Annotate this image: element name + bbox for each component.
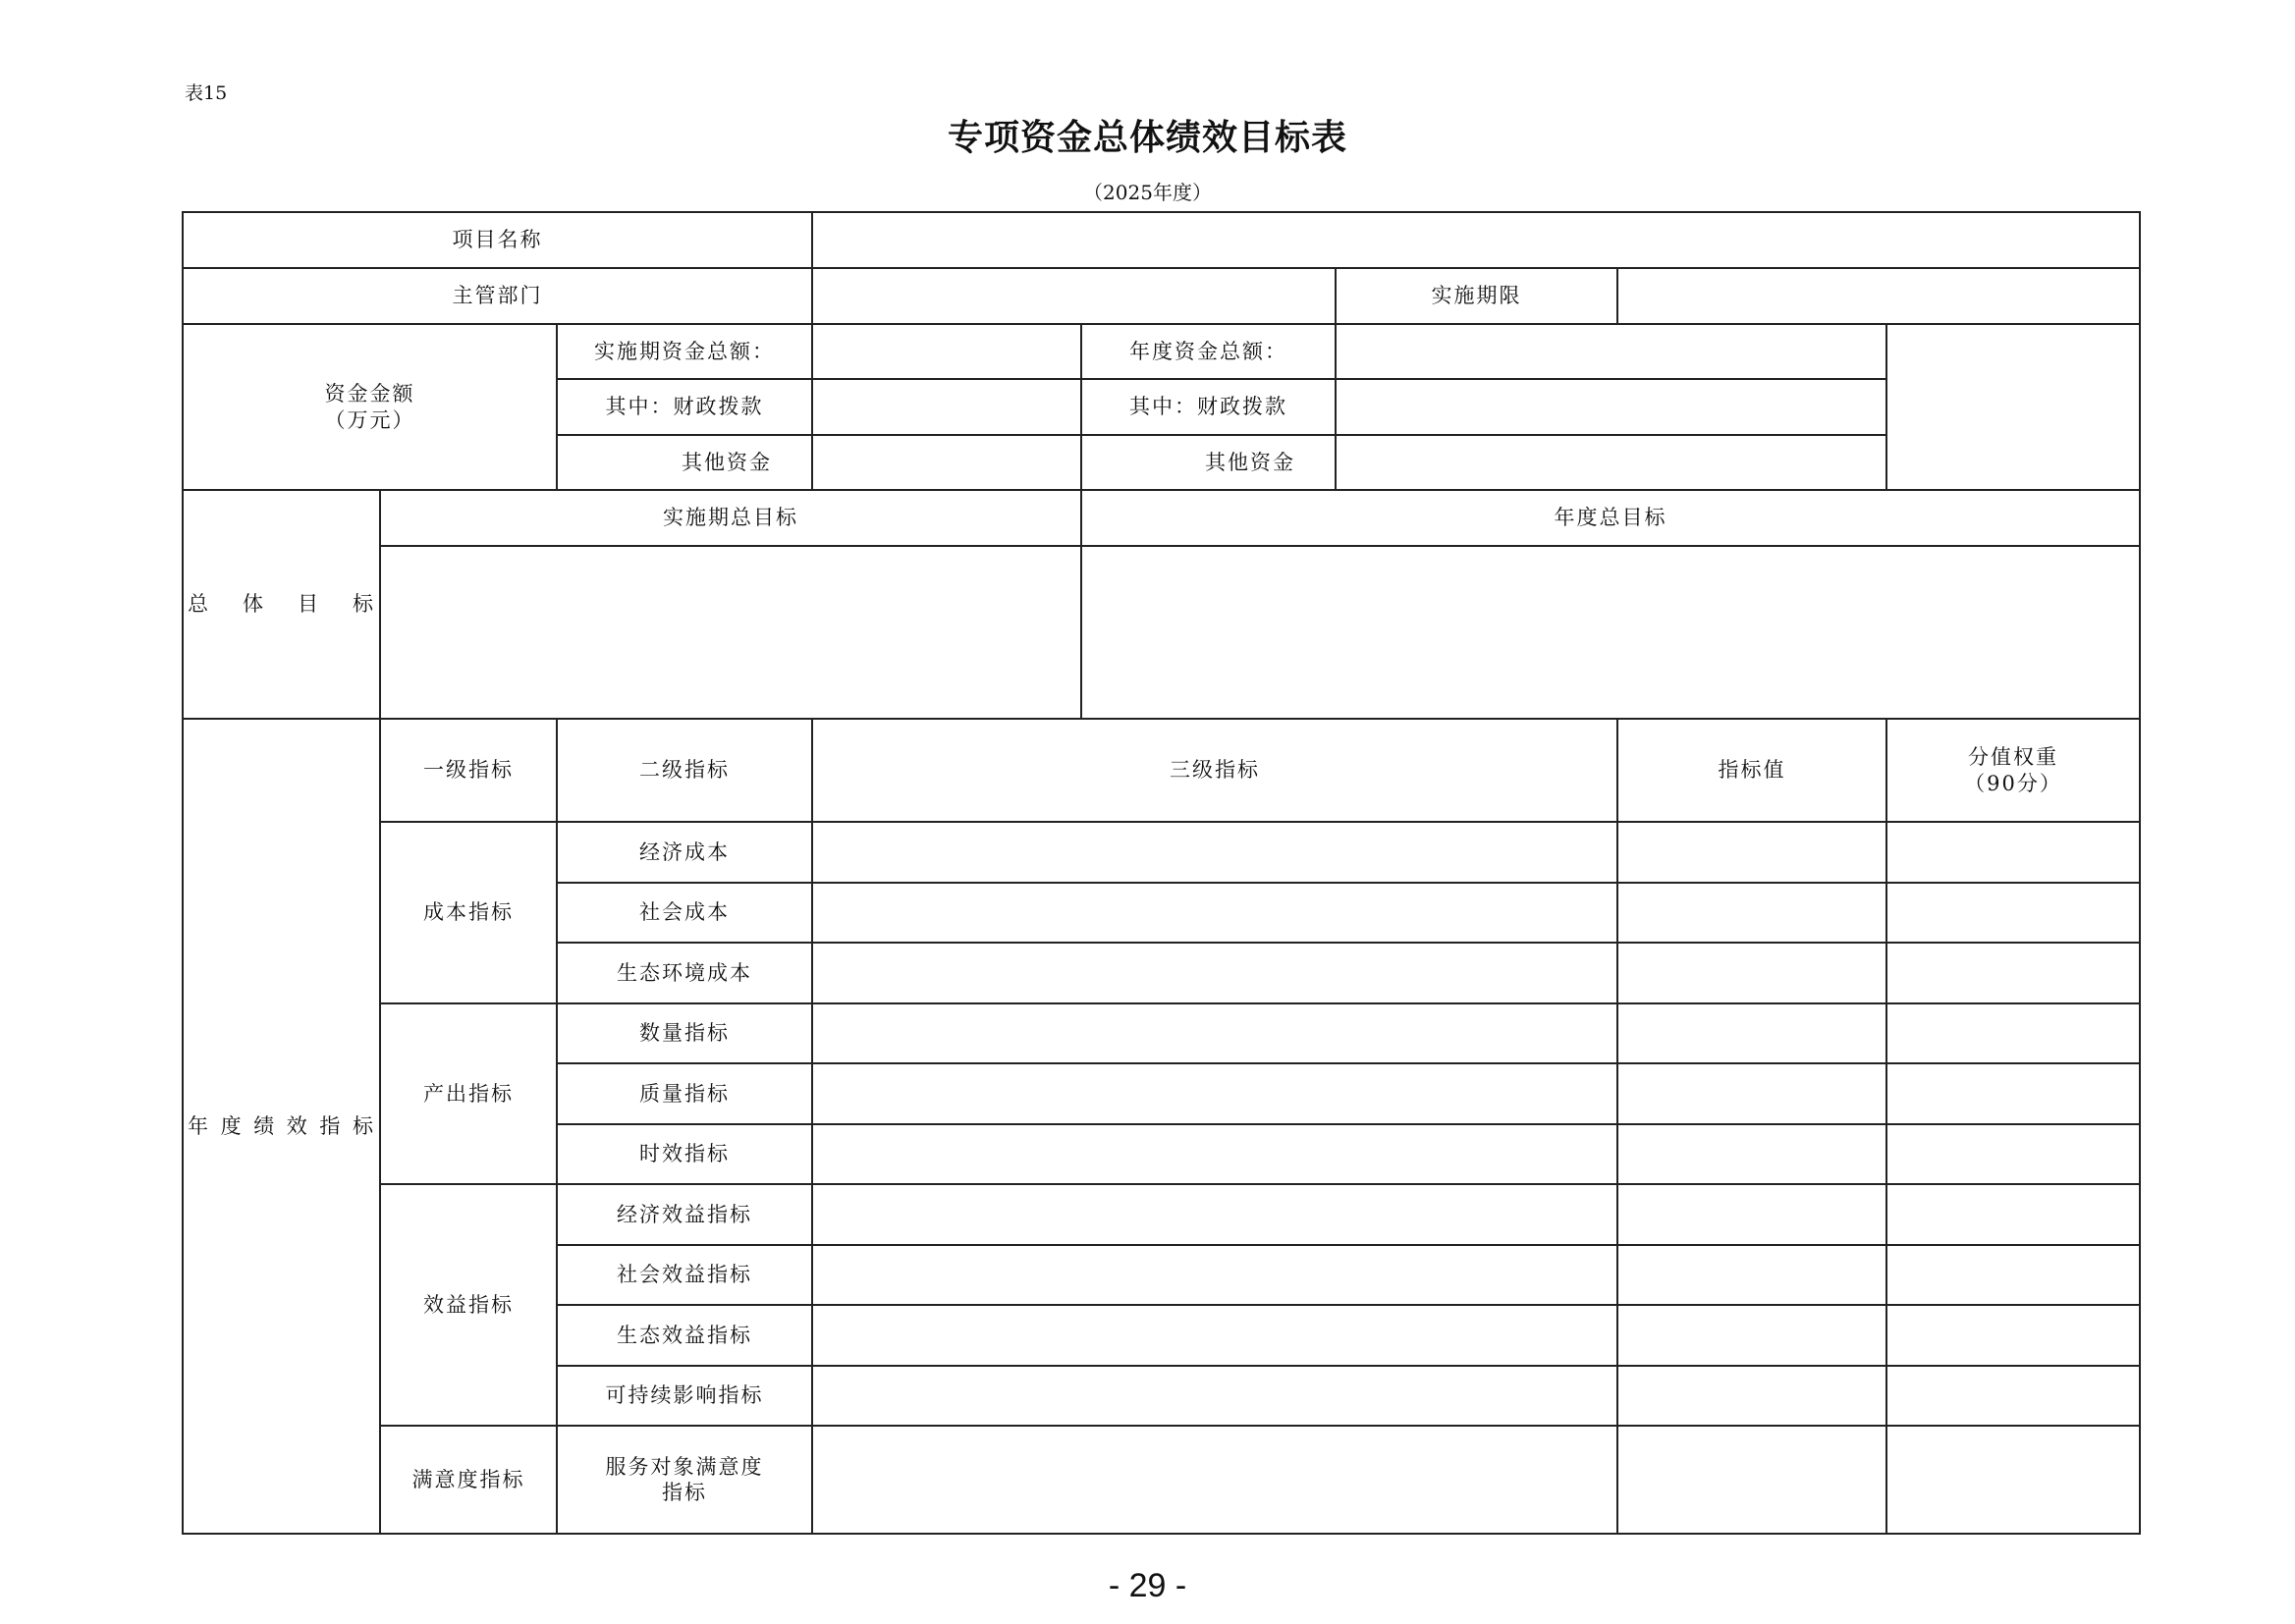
level2-item: 质量指标: [557, 1063, 812, 1124]
page-number: - 29 -: [1108, 1567, 1187, 1604]
project-name-label: 项目名称: [183, 212, 812, 268]
level3-cell[interactable]: [812, 1124, 1617, 1184]
level3-cell[interactable]: [812, 822, 1617, 883]
performance-goal-table: [182, 211, 2141, 1535]
value-cell[interactable]: [1617, 943, 1886, 1003]
group-label: 成本指标: [380, 822, 557, 1003]
level2-item: 数量指标: [557, 1003, 812, 1063]
level2-item: [557, 1426, 812, 1534]
level2-item: 社会效益指标: [557, 1245, 812, 1305]
level2-item: 经济成本: [557, 822, 812, 883]
fiscal-value-2[interactable]: [1336, 379, 1886, 435]
project-name-value[interactable]: [812, 212, 2140, 268]
weight-cell[interactable]: [1886, 883, 2140, 943]
col-weight-header: [1886, 719, 2140, 822]
period-goal-label: 实施期总目标: [380, 490, 1081, 546]
document-year: （2025年度）: [1083, 181, 1212, 204]
col-weight-text: 分值权重: [1968, 745, 2058, 770]
level2-item: 社会成本: [557, 883, 812, 943]
weight-cell[interactable]: [1886, 1366, 2140, 1426]
value-cell[interactable]: [1617, 1366, 1886, 1426]
period-label: 实施期限: [1336, 268, 1617, 324]
level3-cell[interactable]: [812, 1366, 1617, 1426]
weight-cell[interactable]: [1886, 1124, 2140, 1184]
level3-cell[interactable]: [812, 1184, 1617, 1245]
value-cell[interactable]: [1617, 1426, 1886, 1534]
weight-cell[interactable]: [1886, 1184, 2140, 1245]
value-cell[interactable]: [1617, 822, 1886, 883]
level3-cell[interactable]: [812, 883, 1617, 943]
funds-label: [183, 324, 557, 490]
annual-indicator-label: 年度绩效指标: [183, 719, 380, 1534]
value-cell[interactable]: [1617, 1305, 1886, 1366]
level3-cell[interactable]: [812, 1305, 1617, 1366]
weight-cell[interactable]: [1886, 1063, 2140, 1124]
level3-cell[interactable]: [812, 1245, 1617, 1305]
level3-cell[interactable]: [812, 1063, 1617, 1124]
group-label: 效益指标: [380, 1184, 557, 1426]
weight-cell[interactable]: [1886, 1245, 2140, 1305]
level2-item: 可持续影响指标: [557, 1366, 812, 1426]
other-value[interactable]: [812, 435, 1081, 490]
other-value-2[interactable]: [1336, 435, 1886, 490]
col-value-header: 指标值: [1617, 719, 1886, 822]
value-cell[interactable]: [1617, 883, 1886, 943]
annual-goal-label: 年度总目标: [1081, 490, 2140, 546]
value-cell[interactable]: [1617, 1063, 1886, 1124]
period-total-value[interactable]: [812, 324, 1081, 379]
fiscal-value[interactable]: [812, 379, 1081, 435]
fiscal-label-2: 其中：财政拨款: [1081, 379, 1336, 435]
dept-value[interactable]: [812, 268, 1336, 324]
overall-goal-label: 总体目标: [183, 490, 380, 719]
document-title: 专项资金总体绩效目标表: [947, 118, 1347, 158]
value-cell[interactable]: [1617, 1245, 1886, 1305]
weight-cell[interactable]: [1886, 822, 2140, 883]
funds-unit-text: （万元）: [324, 407, 415, 432]
col-weight-unit: （90分）: [1964, 771, 2062, 795]
col-level3-header: 三级指标: [812, 719, 1617, 822]
level3-cell[interactable]: [812, 943, 1617, 1003]
period-goal-value[interactable]: [380, 546, 1081, 719]
annual-total-label: 年度资金总额：: [1081, 324, 1336, 379]
period-value[interactable]: [1617, 268, 2140, 324]
col-level1-header: 一级指标: [380, 719, 557, 822]
period-total-label: 实施期资金总额：: [557, 324, 812, 379]
weight-cell[interactable]: [1886, 1003, 2140, 1063]
funds-label-text: 资金金额: [324, 382, 415, 406]
level2-item: 时效指标: [557, 1124, 812, 1184]
annual-total-value[interactable]: [1336, 324, 1886, 379]
value-cell[interactable]: [1617, 1124, 1886, 1184]
level2-item-line1: 服务对象满意度: [605, 1454, 764, 1479]
col-level2-header: 二级指标: [557, 719, 812, 822]
level3-cell[interactable]: [812, 1003, 1617, 1063]
dept-label: 主管部门: [183, 268, 812, 324]
value-cell[interactable]: [1617, 1184, 1886, 1245]
level2-item-line2: 指标: [662, 1481, 707, 1504]
group-label: 产出指标: [380, 1003, 557, 1184]
weight-cell[interactable]: [1886, 1426, 2140, 1534]
group-label: 满意度指标: [380, 1426, 557, 1534]
level2-item: 生态环境成本: [557, 943, 812, 1003]
value-cell[interactable]: [1617, 1003, 1886, 1063]
annual-goal-value[interactable]: [1081, 546, 2140, 719]
level2-item: 生态效益指标: [557, 1305, 812, 1366]
weight-cell[interactable]: [1886, 943, 2140, 1003]
other-label: 其他资金: [557, 435, 812, 490]
other-label-2: 其他资金: [1081, 435, 1336, 490]
weight-cell[interactable]: [1886, 1305, 2140, 1366]
table-number: 表15: [185, 82, 228, 104]
level2-item: 经济效益指标: [557, 1184, 812, 1245]
fiscal-label: 其中：财政拨款: [557, 379, 812, 435]
level3-cell[interactable]: [812, 1426, 1617, 1534]
